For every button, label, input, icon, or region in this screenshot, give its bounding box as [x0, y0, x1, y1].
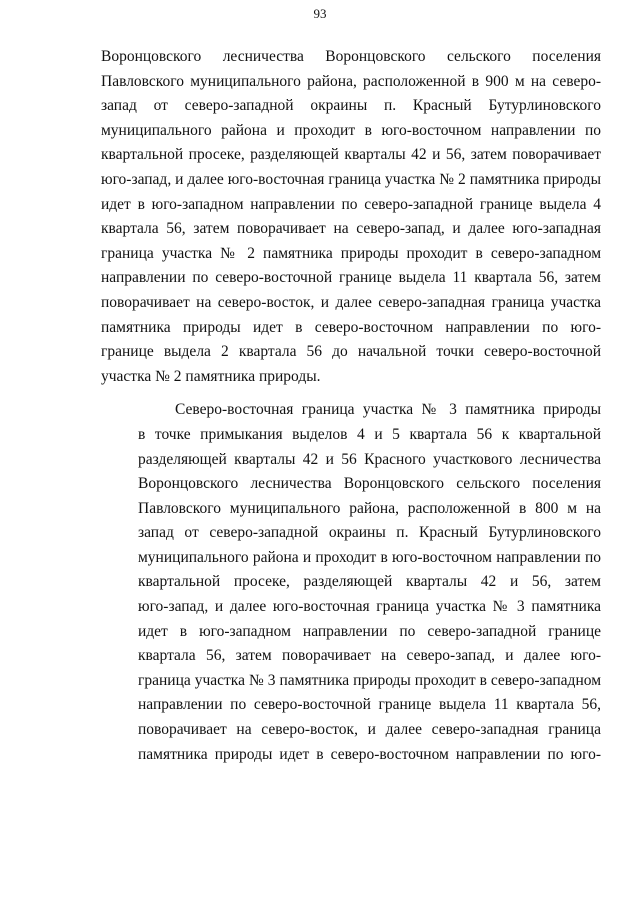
text-line: квартала 56, затем поворачивает на северо-запад, и далее юго- [138, 647, 601, 665]
text-line: направлении по северо-восточной границе выдела 11 квартала 56, [138, 696, 601, 714]
text-line: Северо-восточная граница участка № 3 памятника природы [175, 401, 601, 419]
text-line: юго-запад, и далее юго-восточная граница участка № 3 памятника [138, 598, 601, 616]
text-line: Павловского муниципального района, расположенной в 900 м на северо- [101, 72, 601, 90]
text-line: разделяющей кварталы 42 и 56 Красного участкового лесничества [138, 450, 601, 468]
text-line: идет в юго-западном направлении по северо-западной границе выдела 4 [101, 195, 601, 213]
text-line: квартала 56, затем поворачивает на северо-запад, и далее юго-западная [101, 220, 601, 238]
text-line: поворачивает на северо-восток, и далее северо-западная граница участка [101, 293, 601, 311]
text-line: Воронцовского лесничества Воронцовского сельского поселения [101, 48, 601, 65]
paragraph-2 [101, 398, 601, 767]
text-line: Павловского муниципального района, расположенной в 800 м на [138, 499, 601, 517]
text-line: запад от северо-западной окраины п. Красный Бутурлиновского [138, 524, 601, 542]
text-line: в точке примыкания выделов 4 и 5 квартала 56 к квартальной [138, 425, 601, 443]
text-line: участка № 2 памятника природы. [101, 367, 321, 385]
text-line: запад от северо-западной окраины п. Красный Бутурлиновского [101, 97, 601, 115]
text-line: муниципального района и проходит в юго-восточном направлении по [101, 121, 601, 139]
paragraph-1 [101, 45, 601, 389]
text-line: квартальной просеке, разделяющей кварталы 42 и 56, затем поворачивает [101, 146, 601, 164]
text-line: границе выдела 2 квартала 56 до начальной точки северо-восточной [101, 343, 601, 361]
text-line: памятника природы идет в северо-восточном направлении по юго- [101, 318, 601, 336]
text-line: муниципального района и проходит в юго-восточном направлении по [138, 548, 601, 566]
page-number: 93 [313, 6, 327, 21]
text-line: юго-запад, и далее юго-восточная граница участка № 2 памятника природы [101, 170, 601, 188]
text-line: идет в юго-западном направлении по северо-западной границе [138, 622, 601, 640]
text-line: поворачивает на северо-восток, и далее северо-западная граница [138, 721, 601, 739]
text-line: квартальной просеке, разделяющей кварталы 42 и 56, затем [138, 573, 601, 591]
text-line: Воронцовского лесничества Воронцовского сельского поселения [138, 475, 601, 493]
text-line: граница участка № 2 памятника природы проходит в северо-западном [101, 244, 601, 262]
text-line: граница участка № 3 памятника природы проходит в северо-западном [138, 671, 601, 689]
document-body [101, 45, 601, 767]
text-line: памятника природы идет в северо-восточном направлении по юго- [138, 745, 601, 763]
text-line: направлении по северо-восточной границе выдела 11 квартала 56, затем [101, 269, 601, 287]
